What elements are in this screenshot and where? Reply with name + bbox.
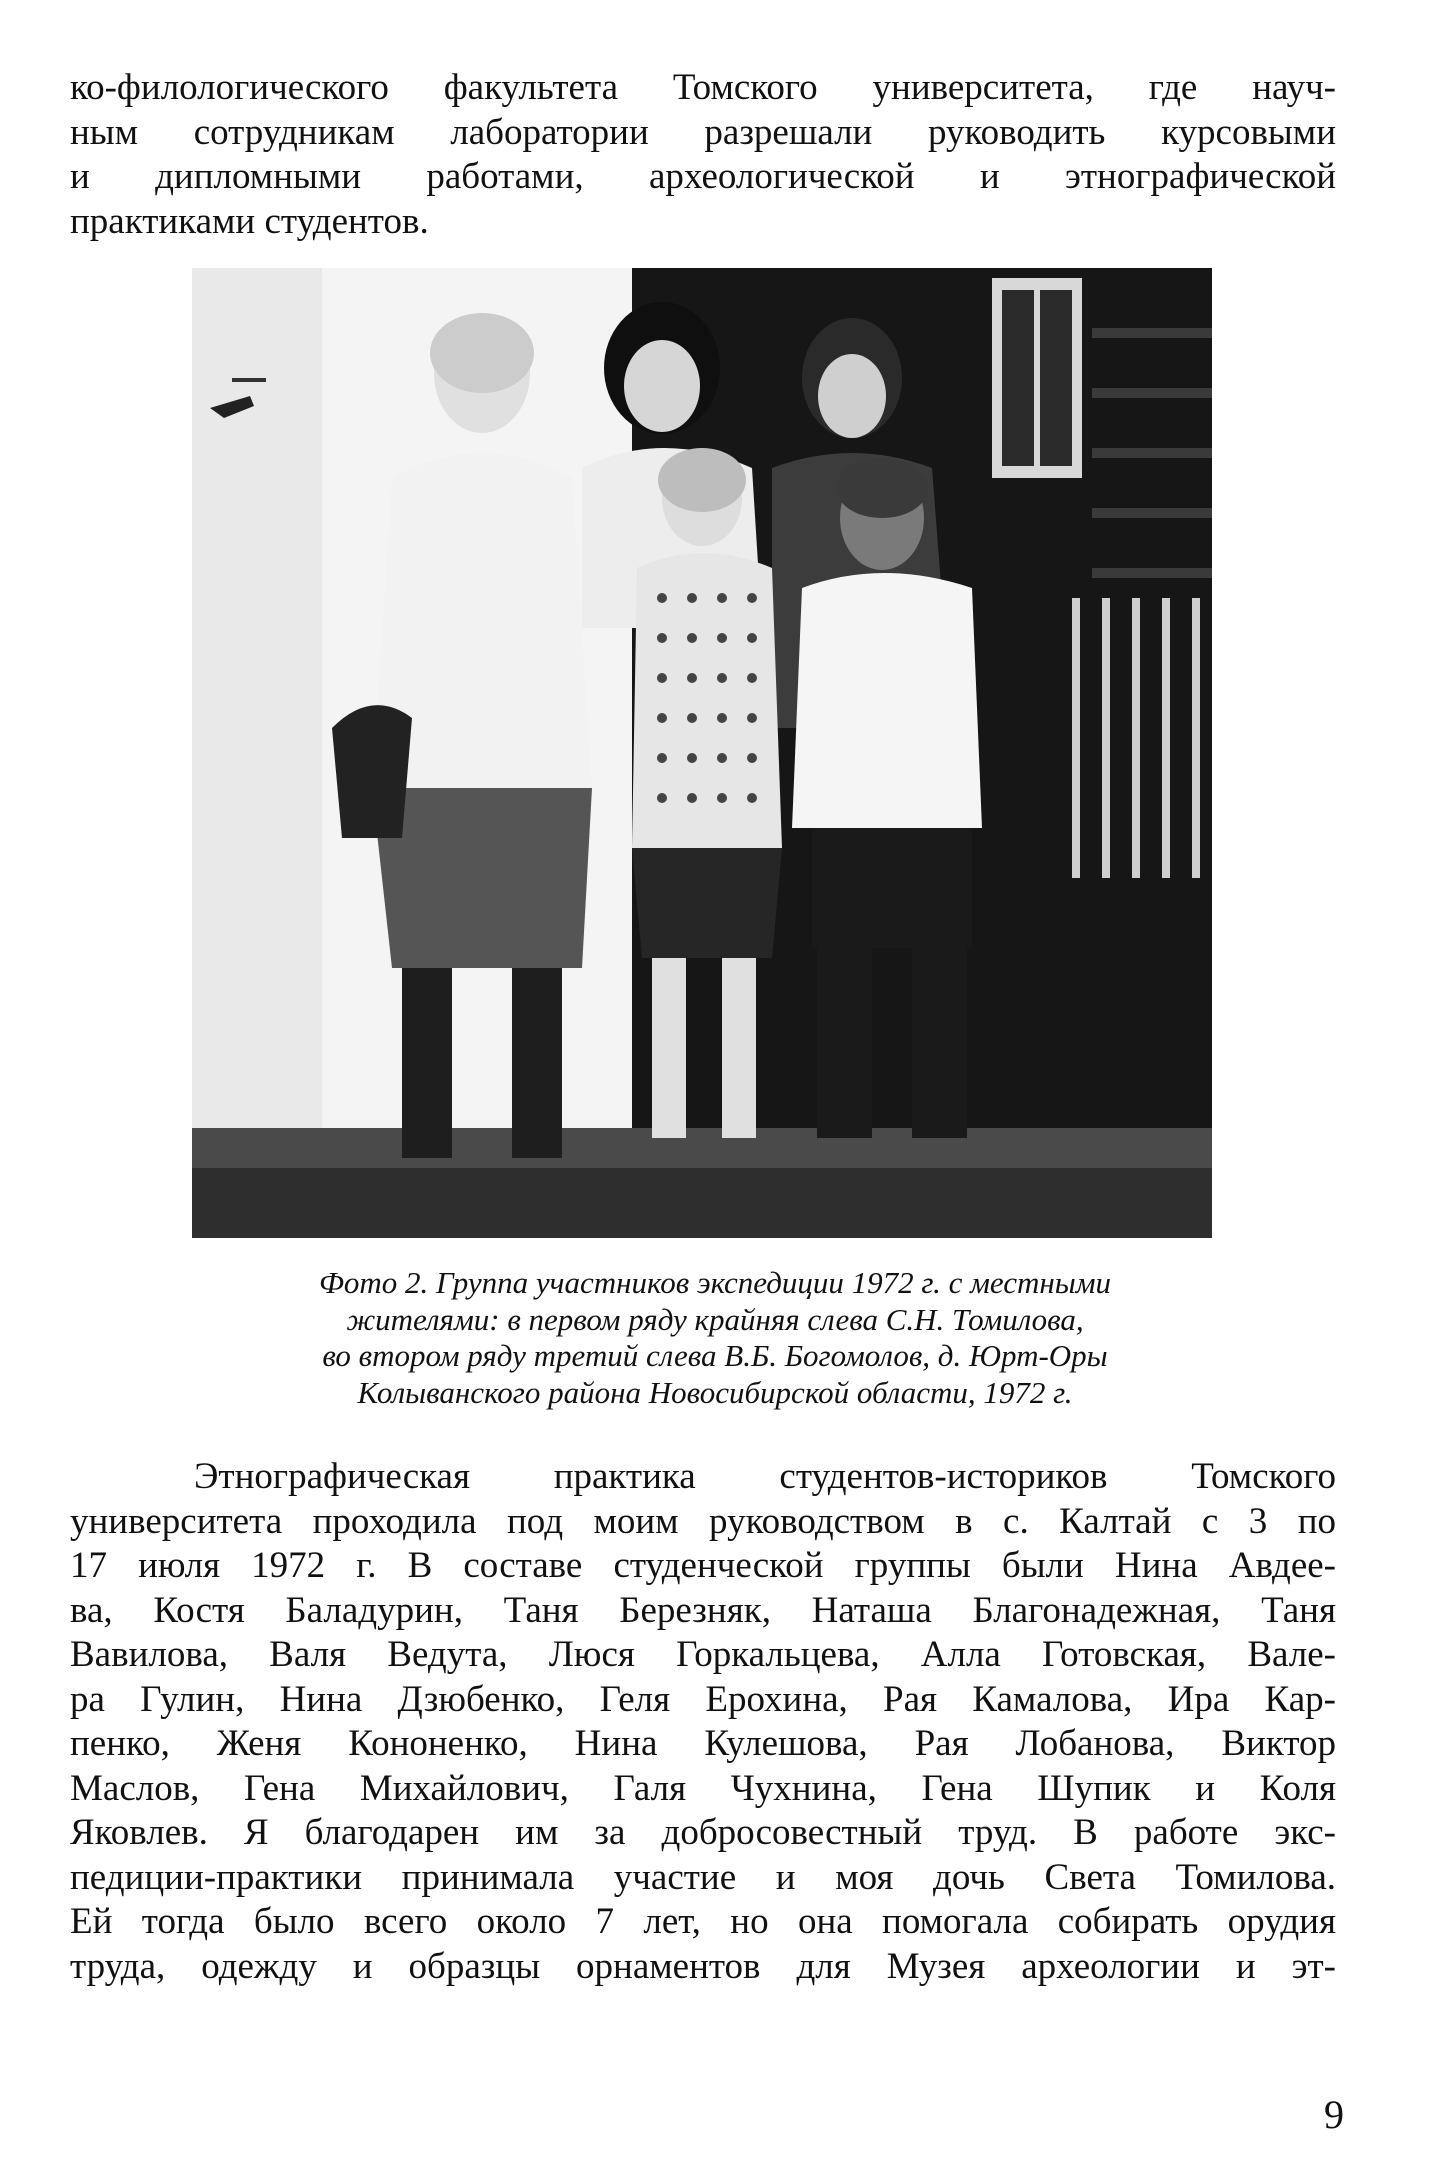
caption-line: Колыванского района Новосибирской области, 1972 г. [357, 1374, 1073, 1410]
intro-line: практиками студентов. [70, 200, 429, 242]
expedition-group-photo [192, 268, 1212, 1238]
intro-line: и дипломными работами, археологической и этнографической [70, 156, 1336, 197]
caption-line: жителями: в первом ряду крайняя слева С.Н. Томилова, [346, 1301, 1084, 1337]
caption-line: во втором ряду третий слева В.Б. Богомолов, д. Юрт-Оры [322, 1338, 1108, 1373]
intro-line: ным сотрудникам лаборатории разрешали руководить курсовыми [70, 111, 1336, 153]
body-line: Этнографическая практика студентов-историков Томского [194, 1456, 1336, 1497]
intro-line: ко-филологического факультета Томского университета, где науч- [70, 67, 1336, 108]
page-number: 9 [1324, 2092, 1344, 2137]
intro-paragraph [70, 66, 1336, 244]
photo-caption [150, 1265, 1280, 1411]
body-line: труда, одежду и образцы орнаментов для Музея археологии и эт- [70, 1945, 1336, 1987]
body-line: педиции-практики принимала участие и моя дочь Света Томилова. [70, 1856, 1336, 1898]
body-line: университета проходила под моим руководством в с. Калтай с 3 по [70, 1500, 1336, 1542]
body-line: пенко, Женя Кононенко, Нина Кулешова, Рая Лобанова, Виктор [70, 1723, 1336, 1764]
body-line: Маслов, Гена Михайлович, Галя Чухнина, Гена Шупик и Коля [70, 1767, 1336, 1809]
body-paragraph [70, 1455, 1336, 1989]
body-line: Вавилова, Валя Ведута, Люся Горкальцева, Алла Готовская, Вале- [70, 1634, 1336, 1675]
body-line: Ей тогда было всего около 7 лет, но она помогала собирать орудия [70, 1901, 1336, 1942]
body-line: Яковлев. Я благодарен им за добросовестный труд. В работе экс- [70, 1812, 1336, 1853]
body-line: ва, Костя Баладурин, Таня Березняк, Наташа Благонадежная, Таня [70, 1589, 1336, 1631]
body-line: 17 июля 1972 г. В составе студенческой группы были Нина Авдее- [70, 1545, 1336, 1586]
body-line: ра Гулин, Нина Дзюбенко, Геля Ерохина, Рая Камалова, Ира Кар- [70, 1678, 1336, 1720]
caption-line: Фото 2. Группа участников экспедиции 1972 г. с местными [318, 1265, 1112, 1300]
